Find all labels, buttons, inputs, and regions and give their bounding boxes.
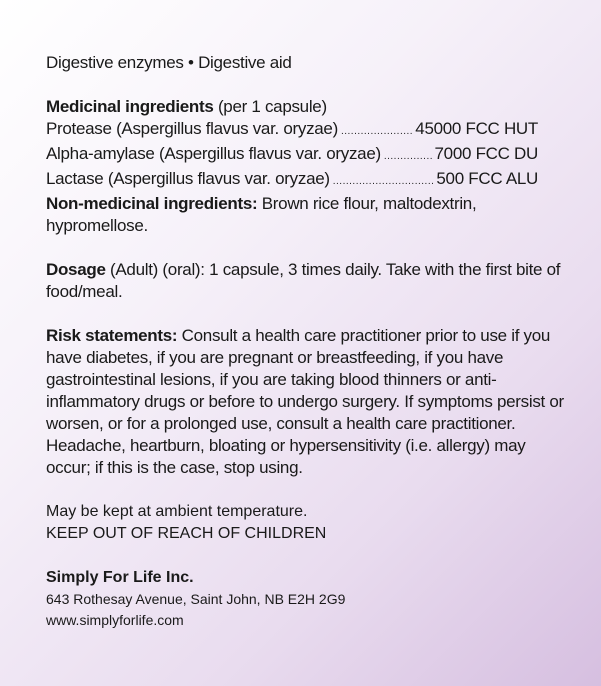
dosage-heading: Dosage xyxy=(46,260,106,279)
ingredient-amount: 45000 FCC HUT xyxy=(415,119,538,138)
ingredient-name: Alpha-amylase (Aspergillus flavus var. oryzae) xyxy=(46,144,381,163)
ingredient-name: Protease (Aspergillus flavus var. oryzae) xyxy=(46,119,338,138)
spacer xyxy=(46,237,566,259)
product-label xyxy=(46,52,566,631)
ingredient-row xyxy=(46,118,538,143)
spacer xyxy=(46,74,566,96)
product-category: Digestive enzymes • Digestive aid xyxy=(46,53,292,72)
ingredient-row xyxy=(46,143,538,168)
company-website: www.simplyforlife.com xyxy=(46,612,184,628)
leader-dots xyxy=(384,146,432,168)
company-address: 643 Rothesay Avenue, Saint John, NB E2H 2G9 xyxy=(46,591,346,607)
risk-heading: Risk statements: xyxy=(46,326,178,345)
child-warning: KEEP OUT OF REACH OF CHILDREN xyxy=(46,525,327,542)
spacer xyxy=(46,545,566,567)
ingredient-row xyxy=(46,168,538,193)
medicinal-heading-label: Medicinal ingredients xyxy=(46,97,214,116)
medicinal-note: (per 1 capsule) xyxy=(213,97,327,116)
dosage-section xyxy=(46,259,566,303)
ingredient-name: Lactase (Aspergillus flavus var. oryzae) xyxy=(46,169,330,188)
company-name: Simply For Life Inc. xyxy=(46,569,194,586)
spacer xyxy=(46,479,566,501)
non-medicinal-ingredients xyxy=(46,193,566,237)
spacer xyxy=(46,303,566,325)
ingredient-amount: 7000 FCC DU xyxy=(434,144,538,163)
non-medicinal-heading: Non-medicinal ingredients: xyxy=(46,194,258,213)
medicinal-ingredients-heading xyxy=(46,96,566,118)
ingredient-amount: 500 FCC ALU xyxy=(436,169,538,188)
leader-dots xyxy=(333,171,434,193)
dosage-text: (Adult) (oral): 1 capsule, 3 times daily. Take with the first bite of food/meal. xyxy=(46,260,561,301)
risk-text: Consult a health care practitioner prior to use if you have diabetes, if you are pregnant or breastfeeding, if you have gastrointestinal lesions, if you are taking blood thinners or anti-inflammatory drugs or before to undergo surgery. If symptoms persist or worsen, or for a prolonged use, consult a health care practitioner. Headache, heartburn, bloating or hypersensitivity (i.e. allergy) may occur; if this is the case, stop using. xyxy=(46,326,564,477)
storage-note: May be kept at ambient temperature. xyxy=(46,503,308,520)
non-medicinal-text: Brown rice flour, maltodextrin, hypromellose. xyxy=(46,194,477,235)
leader-dots xyxy=(341,121,412,143)
risk-statements xyxy=(46,325,566,479)
